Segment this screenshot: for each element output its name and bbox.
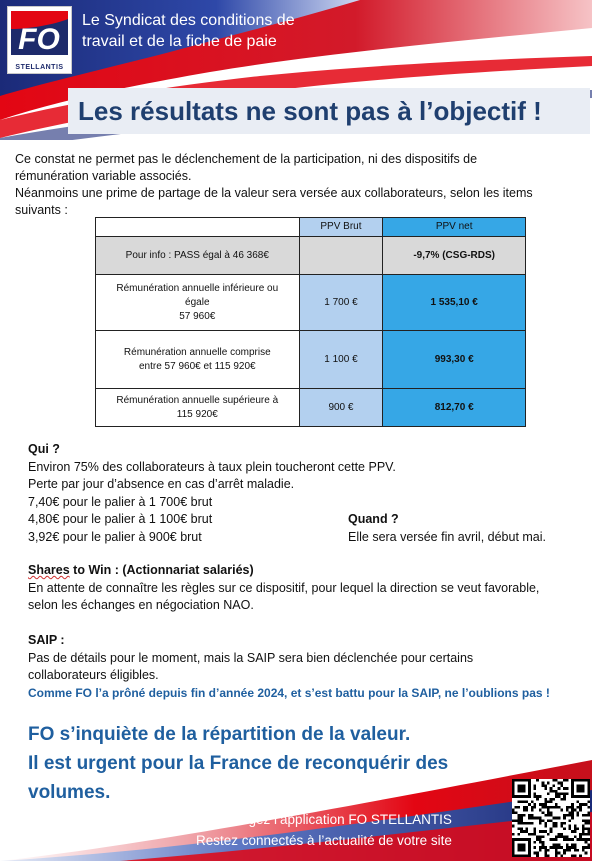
qui-line: Environ 75% des collaborateurs à taux plein toucheront cette PPV. [28, 459, 396, 474]
qui-line: Perte par jour d’absence en cas d’arrêt maladie. [28, 477, 295, 491]
intro-line: rémunération variable associés. [15, 169, 192, 183]
cell-brut: 1 100 € [299, 331, 383, 389]
logo-brand: STELLANTIS [15, 64, 64, 71]
headline-box [68, 88, 590, 134]
cell-net: -9,7% (CSG-RDS) [383, 237, 526, 275]
intro-line: Ce constat ne permet pas le déclenchement de la participation, ni des dispositifs de [15, 152, 478, 166]
shares-heading-a: Shares [28, 563, 70, 577]
qui-line: 3,92€ pour le palier à 900€ brut [28, 529, 202, 544]
fo-stellantis-logo [7, 6, 72, 74]
shares-heading-b: to Win : (Actionnariat salariés) [69, 563, 254, 577]
cell-label [96, 389, 300, 427]
cell-label-line: Rémunération annuelle supérieure à [116, 394, 279, 406]
cell-label-line: Rémunération annuelle comprise [123, 346, 271, 358]
shares-section [28, 562, 588, 615]
saip-section [28, 632, 588, 702]
footer-line: Restez connectés à l’actualité de votre site [196, 833, 452, 848]
saip-line: collaborateurs éligibles. [28, 668, 159, 682]
qr-code[interactable] [512, 779, 590, 857]
qui-heading: Qui ? [28, 442, 60, 456]
cell-label-line: entre 57 960€ et 115 920€ [138, 360, 256, 372]
ppv-table [95, 217, 526, 427]
quand-section [348, 511, 546, 546]
footer-text [196, 809, 452, 851]
saip-line: Pas de détails pour le moment, mais la SAIP sera bien déclenchée pour certains [28, 650, 474, 665]
cell-brut: 1 700 € [299, 275, 383, 331]
quand-text: Elle sera versée fin avril, début mai. [348, 529, 547, 544]
cell-label [96, 275, 300, 331]
table-header-row [96, 218, 526, 237]
header-title [82, 10, 332, 52]
logo-letters: FO [18, 23, 60, 56]
intro-line: suivants : [15, 203, 68, 217]
header-title-line2: travail et de la fiche de paie [82, 33, 277, 50]
closing-line: volumes. [28, 782, 111, 803]
saip-heading: SAIP : [28, 633, 65, 647]
table-row [96, 331, 526, 389]
qui-line: 7,40€ pour le palier à 1 700€ brut [28, 494, 213, 509]
cell-net: 812,70 € [383, 389, 526, 427]
headline: Les résultats ne sont pas à l’objectif ! [78, 96, 542, 126]
cell-brut [299, 237, 383, 275]
cell-label-line: Rémunération annuelle inférieure ou [116, 282, 279, 294]
shares-line: En attente de connaître les règles sur ce dispositif, pour lequel la direction se veut favorable, [28, 580, 540, 595]
header-cell-brut: PPV Brut [299, 218, 383, 237]
header-cell-label [96, 218, 300, 237]
intro-text [15, 151, 575, 219]
cell-label [96, 331, 300, 389]
shares-heading [28, 562, 588, 580]
cell-brut: 900 € [299, 389, 383, 427]
closing-line: Il est urgent pour la France de reconquérir des [28, 753, 449, 774]
cell-label-line: égale [185, 296, 210, 308]
qui-line: 4,80€ pour le palier à 1 100€ brut [28, 512, 213, 526]
header-cell-net: PPV net [383, 218, 526, 237]
intro-line: Néanmoins une prime de partage de la valeur sera versée aux collaborateurs, selon les items [15, 186, 533, 200]
closing-line: FO s’inquiète de la répartition de la valeur. [28, 724, 411, 745]
table-row [96, 275, 526, 331]
cell-net: 993,30 € [383, 331, 526, 389]
cell-label: Pour info : PASS égal à 46 368€ [96, 237, 300, 275]
table-row [96, 237, 526, 275]
header-title-line1: Le Syndicat des conditions de [82, 12, 295, 29]
footer-line: Téléchargez l’application FO STELLANTIS [196, 812, 452, 827]
shares-line: selon les échanges en négociation NAO. [28, 598, 254, 612]
cell-label-line: 57 960€ [179, 310, 216, 322]
quand-heading: Quand ? [348, 512, 399, 526]
cell-net: 1 535,10 € [383, 275, 526, 331]
saip-highlight: Comme FO l’a prôné depuis fin d’année 2024, et s’est battu pour la SAIP, ne l’oublions pas ! [28, 685, 550, 700]
cell-label-line: 115 920€ [176, 408, 218, 420]
closing-statement [28, 720, 548, 807]
table-row [96, 389, 526, 427]
